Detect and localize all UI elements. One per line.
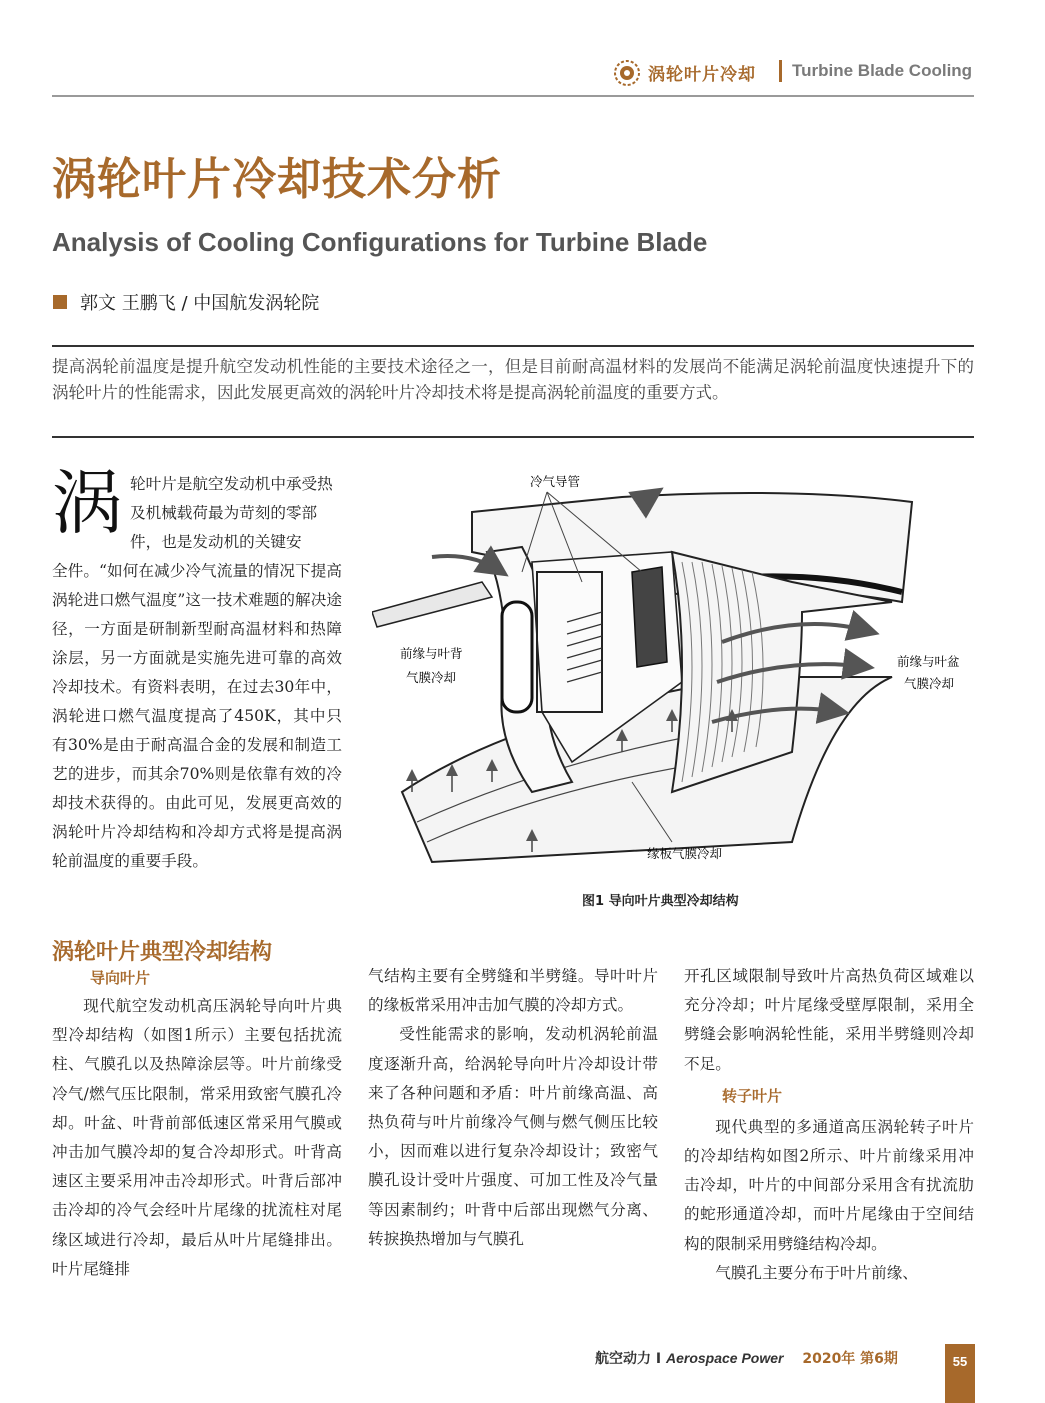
col3-paragraph-2: 现代典型的多通道高压涡轮转子叶片的冷却结构如图2所示、叶片前缘采用冲击冷却，叶片的中间部分采用含有扰流肋的蛇形通道冷却，而叶片尾缘由于空间结构的限制采用劈缝结构冷却。 [684,1117,974,1253]
footer-journal-cn: 航空动力 [595,1351,651,1367]
author-line: 郭文 王鹏飞 / 中国航发涡轮院 [80,293,320,314]
label-leading-suction-2: 气膜冷却 [406,670,457,685]
subsection-title-guide-vane: 导向叶片 [90,969,151,987]
article-title-en: Analysis of Cooling Configurations for Turbine Blade [52,227,708,257]
label-cooling-tube: 冷气导管 [530,474,581,489]
col3-paragraph-3: 气膜孔主要分布于叶片前缘、 [715,1263,918,1282]
abstract: 提高涡轮前温度是提升航空发动机性能的主要技术途径之一，但是目前耐高温材料的发展尚不能满足涡轮前温度快速提升下的涡轮叶片的性能需求，因此发展更高效的涡轮叶片冷却技术将是提高涡轮前温度的重要方式。 [52,357,974,402]
col1-paragraph: 现代航空发动机高压涡轮导向叶片典型冷却结构（如图1所示）主要包括扰流柱、气膜孔以及热障涂层等。叶片前缘受冷气/燃气压比限制，常采用致密气膜孔冷却。叶盆、叶背前部低速区常采用气膜或冲击加气膜冷却的复合冷却形式。叶背高速区主要采用冲击冷却形式。叶背后部冲击冷却的冷气会经叶片尾缘的扰流柱对尾缘区域进行冷却，最后从叶片尾缝排出。叶片尾缝排 [52,997,342,1278]
footer-journal-en: Aerospace Power [665,1350,784,1366]
body-column-1 [52,992,342,1284]
label-leading-pressure-1: 前缘与叶盆 [897,654,960,669]
col2-paragraph-2: 受性能需求的影响，发动机涡轮前温度逐渐升高，给涡轮导向叶片冷却设计带来了各种问题和矛盾：叶片前缘高温、高热负荷与叶片前缘冷气侧与燃气侧压比较小，因而难以进行复杂冷却设计；致密气膜孔设计受叶片强度、可加工性及冷气量等因素制约；叶背中后部出现燃气分离、转捩换热增加与气膜孔 [368,1025,658,1248]
label-leading-suction-1: 前缘与叶背 [400,646,463,661]
section-title: 涡轮叶片典型冷却结构 [52,940,273,965]
header-section-cn: 涡轮叶片冷却 [648,65,756,85]
col3-paragraph-1: 开孔区域限制导致叶片高热负荷区域难以充分冷却；叶片尾缘受壁厚限制，采用全劈缝会影响涡轮性能，采用半劈缝则冷却不足。 [684,967,974,1073]
col2-paragraph-1: 气结构主要有全劈缝和半劈缝。导叶叶片的缘板常采用冲击加气膜的冷却方式。 [368,967,658,1015]
subsection-title-rotor-blade: 转子叶片 [722,1086,783,1105]
footer-issue: 2020年 第6期 [802,1351,898,1367]
body-column-2 [368,962,658,1254]
abstract-top-rule [52,345,974,347]
figure-1 [372,462,976,872]
page-number: 55 [945,1344,975,1403]
header-section-en: Turbine Blade Cooling [792,61,973,80]
body-column-3 [684,962,974,1288]
label-leading-pressure-2: 气膜冷却 [904,676,955,691]
footer-separator: I [655,1351,666,1367]
intro-paragraph: 全件。“如何在减少冷气流量的情况下提高涡轮进口燃气温度”这一技术难题的解决途径，一方面是研制新型耐高温材料和热障涂层，另一方面就是实施先进可靠的高效冷却技术。有资料表明，在过去30年中，涡轮进口燃气温度提高了450K，其中只有30%是由于耐高温合金的发展和制造工艺的进步，而其余70%则是依靠有效的冷却技术获得的。由此可见，发展更高效的涡轮叶片冷却结构和冷却方式将是提高涡轮前温度的重要手段。 [52,562,342,870]
turbine-vane-illustration [372,462,976,872]
abstract-bottom-rule [52,436,974,438]
label-platform-film: 缘板气膜冷却 [647,846,723,861]
figure-caption: 图1 导向叶片典型冷却结构 [582,894,739,909]
author-marker [53,295,67,309]
article-title-cn: 涡轮叶片冷却技术分析 [52,154,502,205]
intro-first-lines: 轮叶片是航空发动机中承受热及机械载荷最为苛刻的零部件，也是发动机的关键安 [130,475,333,551]
journal-logo-icon [614,60,640,86]
footer-journal [595,1348,898,1368]
drop-cap: 涡 [52,462,122,544]
header-rule [52,95,974,97]
header-separator [779,60,782,82]
